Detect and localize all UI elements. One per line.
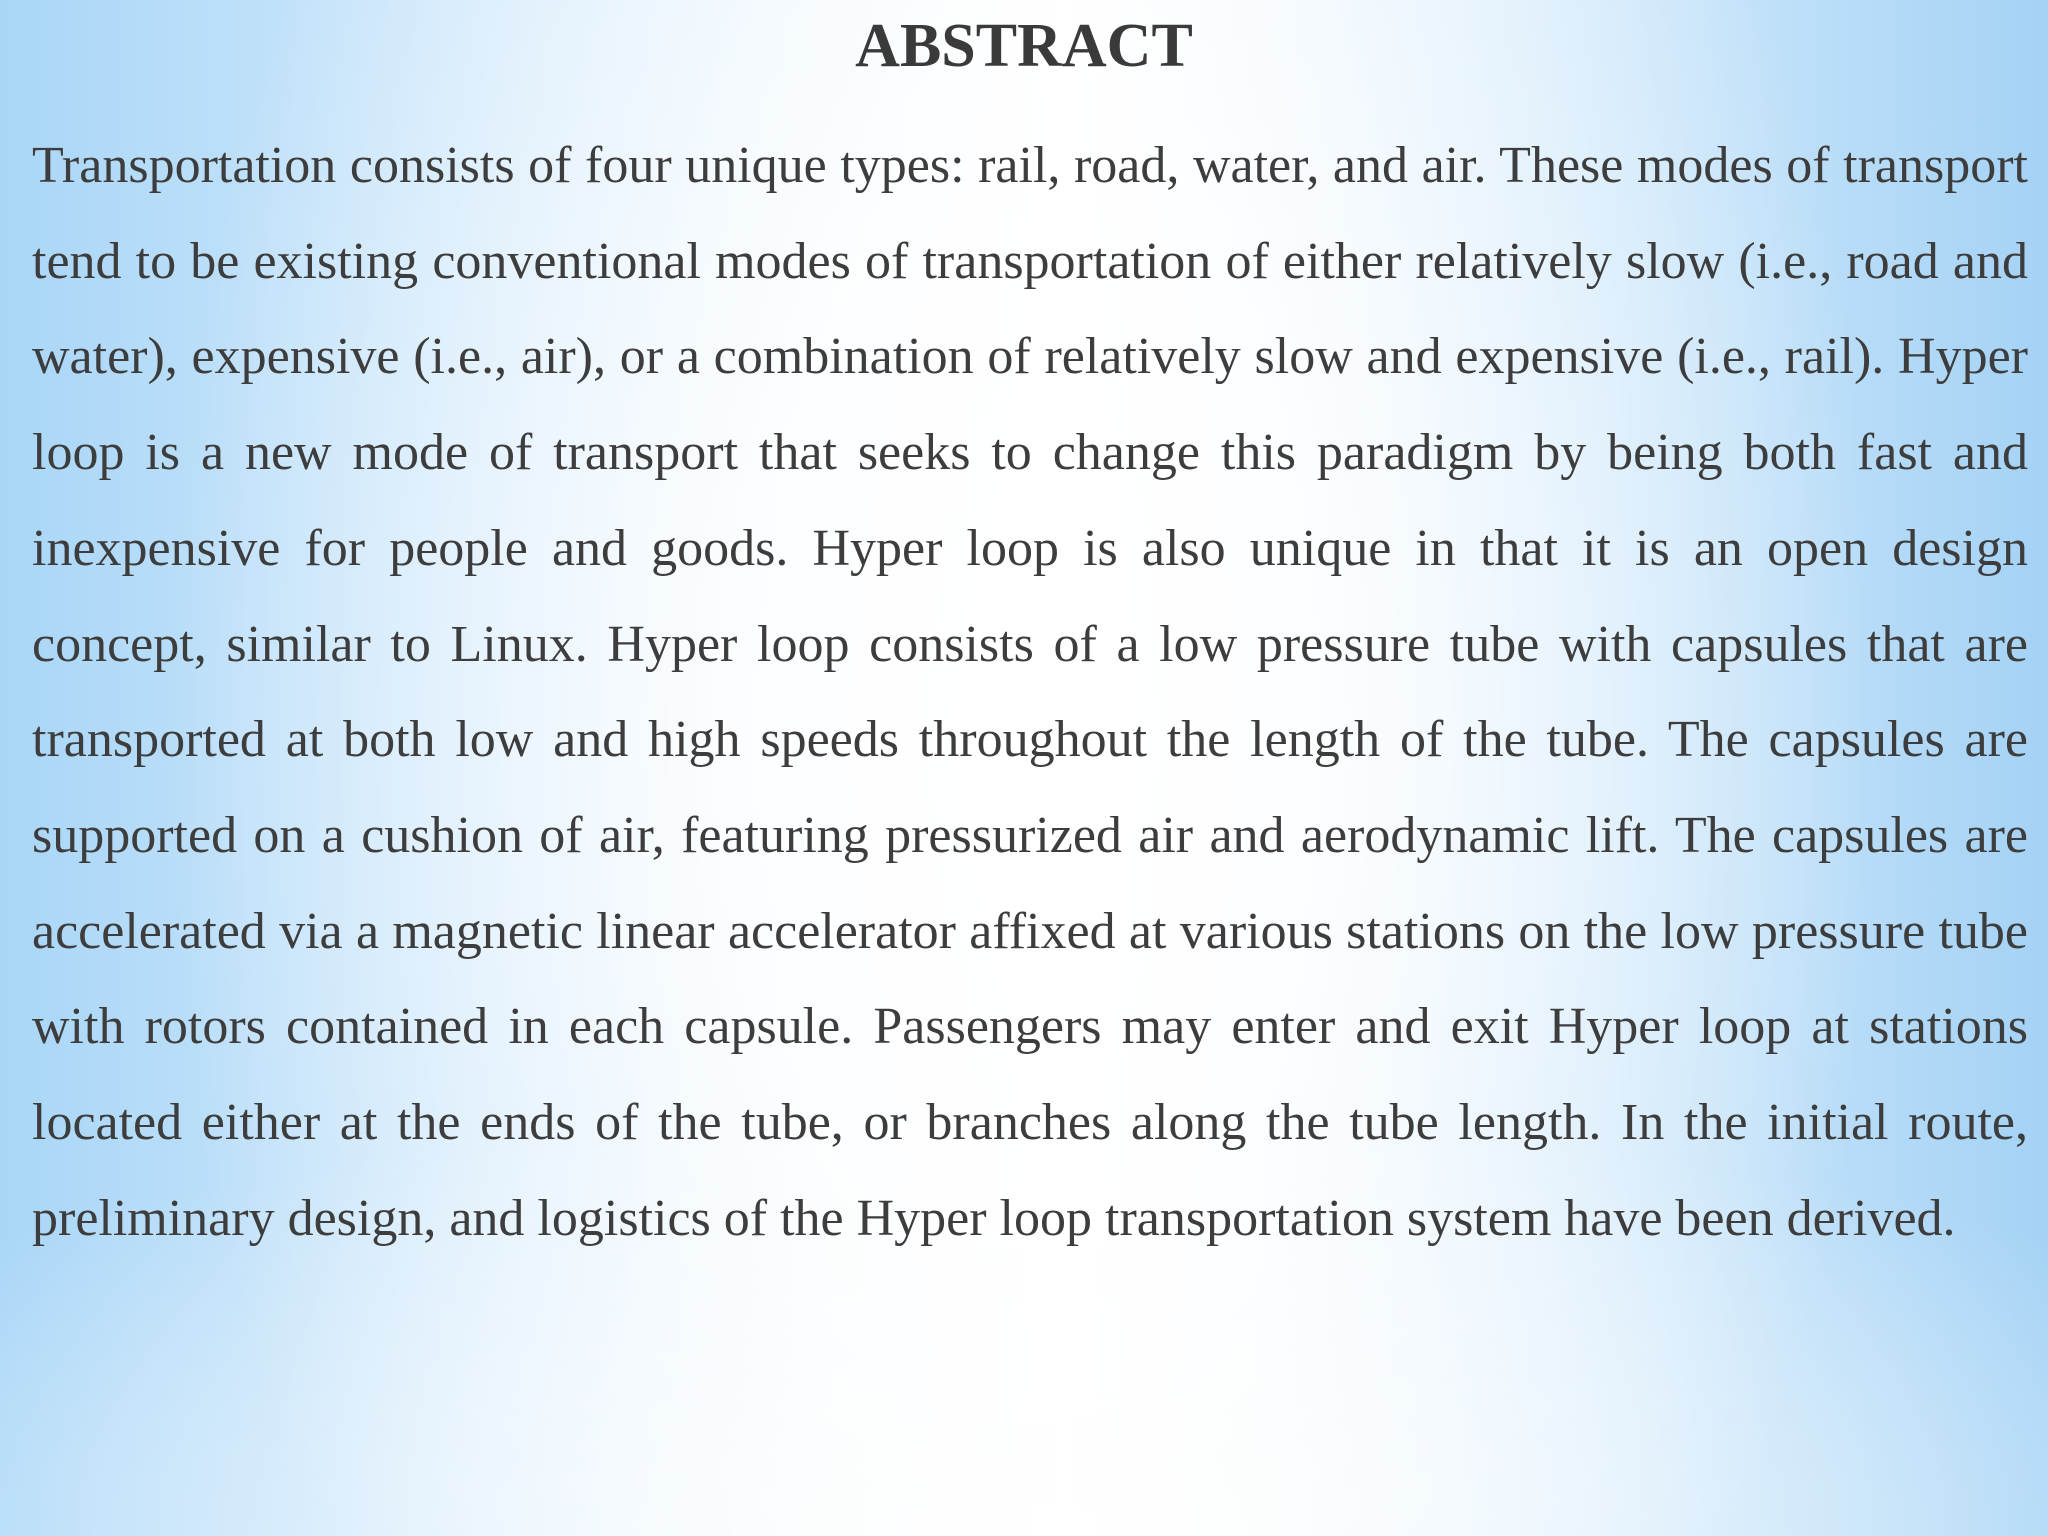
abstract-paragraph: Transportation consists of four unique types: rail, road, water, and air. These modes of transport tend to be existing conventional modes of transportation of either relatively slow (i.e., road and water), expensive (i.e., air), or a combination of relatively slow and expensive (i.e., rail). Hyper loop is a new mode of transport that seeks to change this paradigm by being both fast and inexpensive for people and goods. Hyper loop is also unique in that it is an open design concept, similar to Linux. Hyper loop consists of a low pressure tube with capsules that are transported at both low and high speeds throughout the length of the tube. The capsules are supported on a cushion of air, featuring pressurized air and aerodynamic lift. The capsules are accelerated via a magnetic linear accelerator affixed at various stations on the low pressure tube with rotors contained in each capsule. Passengers may enter and exit Hyper loop at stations located either at the ends of the tube, or branches along the tube length. In the initial route, preliminary design, and logistics of the Hyper loop transportation system have been derived. [32, 137, 2028, 1247]
slide-title: ABSTRACT [855, 12, 1193, 80]
